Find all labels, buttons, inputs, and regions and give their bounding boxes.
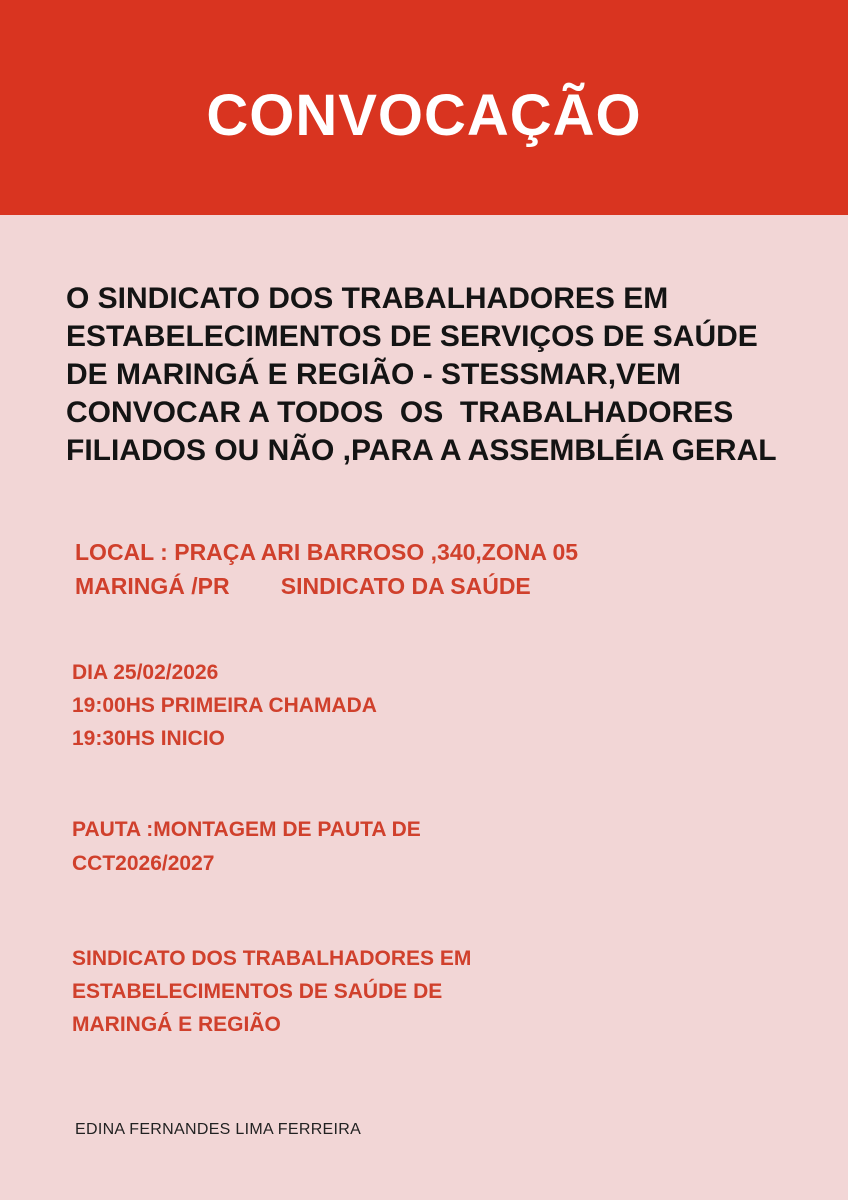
header-banner <box>0 0 848 215</box>
agenda-info: PAUTA :MONTAGEM DE PAUTA DE CCT2026/2027 <box>72 818 421 875</box>
intro-paragraph: O SINDICATO DOS TRABALHADORES EM ESTABELECIMENTOS DE SERVIÇOS DE SAÚDE DE MARINGÁ E REGIÃO - STESSMAR,VEM CONVOCAR A TODOS OS TRABALHADORES FILIADOS OU NÃO ,PARA A ASSEMBLÉIA GERAL <box>66 282 777 467</box>
signature-name: EDINA FERNANDES LIMA FERREIRA <box>75 1121 362 1138</box>
page-title: CONVOCAÇÃO <box>206 83 642 148</box>
location-info: LOCAL : PRAÇA ARI BARROSO ,340,ZONA 05 MARINGÁ /PR SINDICATO DA SAÚDE <box>75 539 579 599</box>
schedule-info: DIA 25/02/2026 19:00HS PRIMEIRA CHAMADA 19:30HS INICIO <box>72 661 377 750</box>
organization-name: SINDICATO DOS TRABALHADORES EM ESTABELECIMENTOS DE SAÚDE DE MARINGÁ E REGIÃO <box>72 947 472 1036</box>
